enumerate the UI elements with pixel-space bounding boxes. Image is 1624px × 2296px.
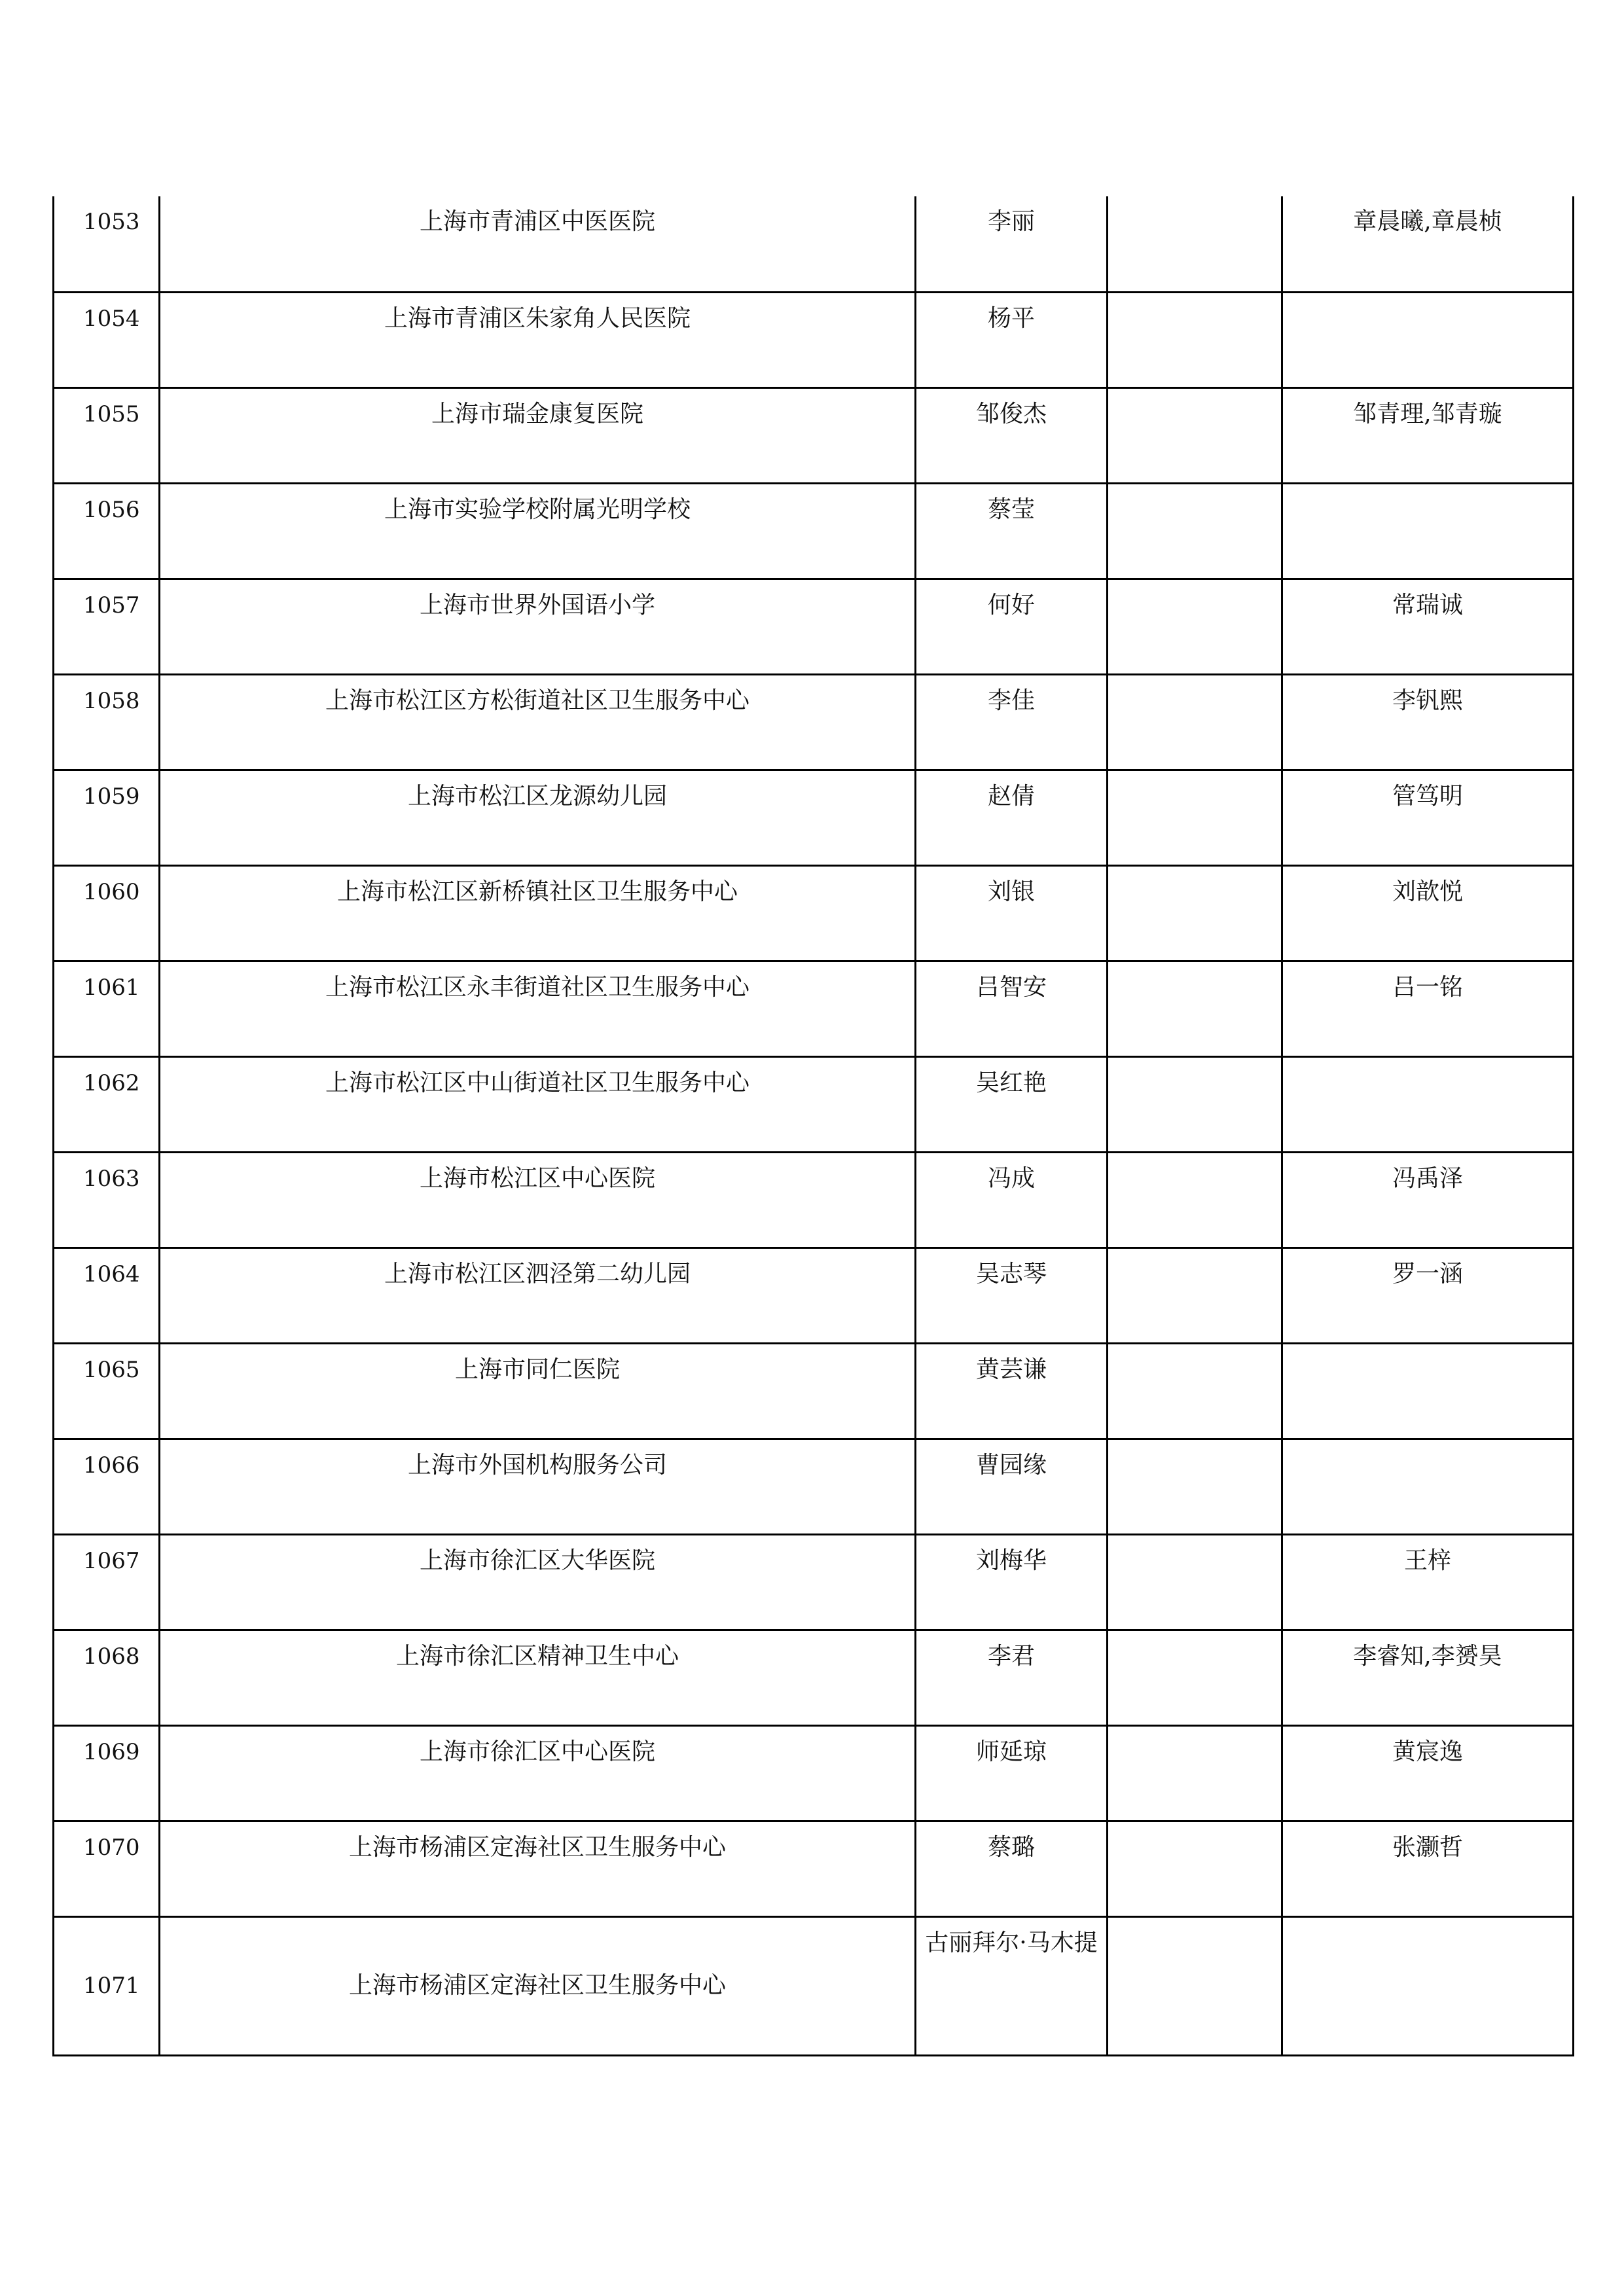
table-row [54,961,1574,1056]
row-number: 1054 [54,292,160,387]
organization-cell: 上海市世界外国语小学 [160,579,916,674]
organization-cell: 上海市松江区永丰街道社区卫生服务中心 [160,961,916,1056]
table-row [54,1247,1574,1343]
table-row [54,579,1574,674]
blank-cell [1108,1821,1282,1916]
row-number: 1069 [54,1725,160,1821]
table-row [54,1630,1574,1725]
blank-cell [1108,196,1282,292]
children-cell: 吕一铭 [1282,961,1574,1056]
children-cell: 李钒熙 [1282,674,1574,770]
children-cell: 罗一涵 [1282,1247,1574,1343]
children-cell: 刘歆悦 [1282,865,1574,961]
row-number: 1063 [54,1152,160,1247]
blank-cell [1108,1247,1282,1343]
row-number: 1059 [54,770,160,865]
organization-cell: 上海市同仁医院 [160,1343,916,1439]
name-cell: 何好 [916,579,1108,674]
children-cell [1282,483,1574,579]
blank-cell [1108,483,1282,579]
blank-cell [1108,1725,1282,1821]
organization-cell: 上海市杨浦区定海社区卫生服务中心 [160,1821,916,1916]
organization-cell: 上海市实验学校附属光明学校 [160,483,916,579]
row-number: 1055 [54,387,160,483]
table-row [54,770,1574,865]
children-cell: 王梓 [1282,1534,1574,1630]
blank-cell [1108,1630,1282,1725]
table-row [54,1821,1574,1916]
organization-cell: 上海市徐汇区大华医院 [160,1534,916,1630]
blank-cell [1108,1439,1282,1534]
row-number: 1053 [54,196,160,292]
name-cell: 冯成 [916,1152,1108,1247]
organization-cell: 上海市外国机构服务公司 [160,1439,916,1534]
table-row [54,1343,1574,1439]
name-cell: 吴红艳 [916,1056,1108,1152]
blank-cell [1108,674,1282,770]
organization-cell: 上海市松江区新桥镇社区卫生服务中心 [160,865,916,961]
organization-cell: 上海市瑞金康复医院 [160,387,916,483]
table-row [54,1916,1574,2055]
row-number: 1064 [54,1247,160,1343]
name-cell: 古丽拜尔·马木提 [916,1916,1108,2055]
name-cell: 李君 [916,1630,1108,1725]
blank-cell [1108,770,1282,865]
row-number: 1066 [54,1439,160,1534]
name-cell: 吴志琴 [916,1247,1108,1343]
organization-cell: 上海市杨浦区定海社区卫生服务中心 [160,1916,916,2055]
children-cell: 李睿知,李赟昊 [1282,1630,1574,1725]
table-row [54,292,1574,387]
row-number: 1061 [54,961,160,1056]
table-row [54,1439,1574,1534]
name-cell: 刘银 [916,865,1108,961]
organization-cell: 上海市松江区龙源幼儿园 [160,770,916,865]
organization-cell: 上海市松江区中山街道社区卫生服务中心 [160,1056,916,1152]
row-number: 1062 [54,1056,160,1152]
blank-cell [1108,292,1282,387]
table-row [54,1534,1574,1630]
blank-cell [1108,387,1282,483]
blank-cell [1108,961,1282,1056]
blank-cell [1108,1152,1282,1247]
row-number: 1068 [54,1630,160,1725]
organization-cell: 上海市松江区中心医院 [160,1152,916,1247]
blank-cell [1108,1916,1282,2055]
table-row [54,1056,1574,1152]
row-number: 1058 [54,674,160,770]
name-cell: 刘梅华 [916,1534,1108,1630]
organization-cell: 上海市松江区泗泾第二幼儿园 [160,1247,916,1343]
row-number: 1067 [54,1534,160,1630]
name-cell: 吕智安 [916,961,1108,1056]
organization-cell: 上海市徐汇区精神卫生中心 [160,1630,916,1725]
organization-cell: 上海市徐汇区中心医院 [160,1725,916,1821]
name-cell: 蔡璐 [916,1821,1108,1916]
blank-cell [1108,865,1282,961]
children-cell: 冯禹泽 [1282,1152,1574,1247]
table-row [54,483,1574,579]
blank-cell [1108,1343,1282,1439]
organization-cell: 上海市青浦区中医医院 [160,196,916,292]
blank-cell [1108,1534,1282,1630]
row-number: 1070 [54,1821,160,1916]
name-cell: 李佳 [916,674,1108,770]
table-row [54,865,1574,961]
table-row [54,1152,1574,1247]
children-cell: 管笃明 [1282,770,1574,865]
children-cell [1282,1439,1574,1534]
row-number: 1060 [54,865,160,961]
children-cell [1282,292,1574,387]
row-number: 1071 [54,1916,160,2055]
name-cell: 曹园缘 [916,1439,1108,1534]
organization-cell: 上海市青浦区朱家角人民医院 [160,292,916,387]
name-cell: 赵倩 [916,770,1108,865]
name-cell: 李丽 [916,196,1108,292]
children-cell [1282,1916,1574,2055]
name-cell: 蔡莹 [916,483,1108,579]
name-cell: 黄芸谦 [916,1343,1108,1439]
blank-cell [1108,1056,1282,1152]
children-cell: 邹青理,邹青璇 [1282,387,1574,483]
children-cell: 张灏哲 [1282,1821,1574,1916]
children-cell [1282,1343,1574,1439]
table-row [54,674,1574,770]
roster-table [52,196,1574,2056]
table-row [54,387,1574,483]
row-number: 1065 [54,1343,160,1439]
blank-cell [1108,579,1282,674]
row-number: 1057 [54,579,160,674]
children-cell [1282,1056,1574,1152]
name-cell: 邹俊杰 [916,387,1108,483]
children-cell: 常瑞诚 [1282,579,1574,674]
children-cell: 黄宸逸 [1282,1725,1574,1821]
name-cell: 师延琼 [916,1725,1108,1821]
organization-cell: 上海市松江区方松街道社区卫生服务中心 [160,674,916,770]
name-cell: 杨平 [916,292,1108,387]
row-number: 1056 [54,483,160,579]
children-cell: 章晨曦,章晨桢 [1282,196,1574,292]
table-row [54,1725,1574,1821]
table-row [54,196,1574,292]
